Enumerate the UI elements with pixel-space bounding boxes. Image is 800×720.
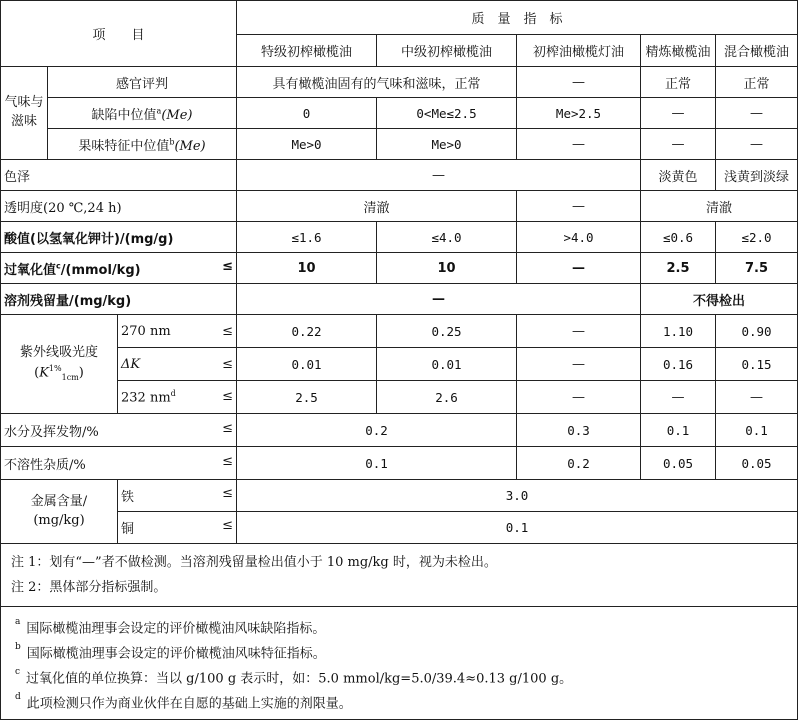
- row-label: [118, 512, 237, 544]
- cell-value: —: [716, 98, 798, 129]
- cell-value: —: [517, 315, 641, 348]
- comparator: ≤: [222, 486, 233, 501]
- cell-value: —: [641, 381, 716, 414]
- cell-value: 浅黄到淡绿: [716, 160, 798, 191]
- footnotes-cell: [1, 607, 798, 720]
- acid-row: [1, 222, 798, 253]
- cell-value: —: [517, 348, 641, 381]
- label-paren: (Me): [161, 107, 193, 123]
- label-unit: /(mmol/kg): [60, 262, 141, 278]
- footnote-mark: d: [170, 388, 176, 398]
- cell-value: 10: [237, 253, 377, 284]
- footnote-mark: b: [15, 642, 21, 652]
- cell-value: 不得检出: [641, 284, 798, 315]
- label-text: 不溶性杂质/%: [4, 457, 86, 473]
- footnote-text: 过氧化值的单位换算：当以 g/100 g 表示时，如：5.0 mmol/kg=5.0/39.4≈0.13 g/100 g。: [26, 671, 573, 687]
- footnote-mark: a: [15, 617, 21, 627]
- cell-value: —: [716, 129, 798, 160]
- cell-value: —: [641, 98, 716, 129]
- cell-value: 正常: [641, 67, 716, 98]
- metal-group-line1: 金属含量/: [30, 493, 88, 509]
- grade-header: 精炼橄榄油: [641, 35, 716, 67]
- label-text: 铜: [121, 522, 135, 537]
- cell-value: 正常: [716, 67, 798, 98]
- color-row: [1, 160, 798, 191]
- label-paren: (Me): [174, 138, 206, 154]
- solvent-row: [1, 284, 798, 315]
- header-row-1: [1, 1, 798, 35]
- row-label: [118, 480, 237, 512]
- cell-value: 0.2: [517, 447, 641, 480]
- comparator: ≤: [222, 388, 233, 404]
- cell-value: >4.0: [517, 222, 641, 253]
- metal-row-copper: [1, 512, 798, 544]
- insoluble-row: [1, 447, 798, 480]
- footnote-text: 国际橄榄油理事会设定的评价橄榄油风味缺陷指标。: [26, 621, 326, 637]
- footnotes-row: [1, 607, 798, 720]
- cell-value: 0.05: [716, 447, 798, 480]
- notes-cell: [1, 544, 798, 607]
- footnote-d: [1, 688, 797, 713]
- label-text: 果味特征中位值: [78, 138, 170, 154]
- row-label: [48, 98, 237, 129]
- quality-header: 质 量 指 标: [237, 1, 798, 35]
- cell-value: ≤1.6: [237, 222, 377, 253]
- footnote-mark: d: [15, 692, 21, 702]
- grade-header: 混合橄榄油: [716, 35, 798, 67]
- footnote-text: 此项检测只作为商业伙伴在自愿的基础上实施的剂限量。: [26, 696, 352, 712]
- uv-group-label: [1, 315, 118, 414]
- cell-value: —: [237, 284, 641, 315]
- footnote-mark: b: [169, 137, 175, 147]
- grade-header: 初榨油橄榄灯油: [517, 35, 641, 67]
- cell-value: 淡黄色: [641, 160, 716, 191]
- cell-value: 0.2: [237, 414, 517, 447]
- row-label: 色泽: [1, 160, 237, 191]
- cell-value: —: [641, 129, 716, 160]
- uv-k-subscript: 1cm: [61, 373, 79, 383]
- cell-value: 0<Me≤2.5: [377, 98, 517, 129]
- uv-group-line1: 紫外线吸光度: [19, 345, 98, 361]
- cell-value: 0.01: [237, 348, 377, 381]
- metal-row-iron: [1, 480, 798, 512]
- comparator: ≤: [222, 323, 233, 339]
- cell-value: 0.15: [716, 348, 798, 381]
- cell-value: 清澈: [237, 191, 517, 222]
- footnote-b: [1, 638, 797, 663]
- cell-value: —: [517, 191, 641, 222]
- label-text: 铁: [121, 490, 135, 505]
- flavor-row-sensory: [1, 67, 798, 98]
- cell-value: Me>0: [237, 129, 377, 160]
- cell-value: 1.10: [641, 315, 716, 348]
- note-1: 注 1：划有“—”者不做检测。当溶剂残留量检出值小于 10 mg/kg 时，视为未检出。: [11, 555, 497, 570]
- comparator: ≤: [222, 518, 233, 533]
- row-label: 酸值(以氢氧化钾计)/(mg/g): [1, 222, 237, 253]
- cell-value: —: [716, 381, 798, 414]
- comparator: ≤: [222, 258, 233, 274]
- uv-row-270: [1, 315, 798, 348]
- cell-value: 7.5: [716, 253, 798, 284]
- uv-k-symbol: K: [39, 365, 49, 381]
- cell-value: —: [517, 129, 641, 160]
- row-label: [1, 253, 237, 284]
- cell-value: ≤4.0: [377, 222, 517, 253]
- footnote-mark: c: [56, 261, 61, 271]
- cell-value: 0.1: [641, 414, 716, 447]
- uv-group-line2: $(K^{1\%}_{1cm})$: [34, 364, 84, 383]
- cell-value: —: [237, 160, 641, 191]
- row-label: 感官评判: [48, 67, 237, 98]
- cell-value: 0.25: [377, 315, 517, 348]
- cell-value: —: [517, 67, 641, 98]
- cell-value: ≤2.0: [716, 222, 798, 253]
- uv-k-superscript: 1%: [48, 364, 62, 374]
- cell-value: 0.22: [237, 315, 377, 348]
- cell-value: 0.05: [641, 447, 716, 480]
- cell-value: 0.90: [716, 315, 798, 348]
- cell-value: 0.1: [716, 414, 798, 447]
- footnote-a: [1, 613, 797, 638]
- cell-value: —: [517, 381, 641, 414]
- metal-group-line2: (mg/kg): [33, 512, 85, 528]
- footnote-mark: a: [156, 106, 162, 116]
- notes-row: [1, 544, 798, 607]
- label-text: 缺陷中位值: [91, 107, 157, 123]
- cell-value: 0: [237, 98, 377, 129]
- cell-value: 2.6: [377, 381, 517, 414]
- cell-value: Me>0: [377, 129, 517, 160]
- row-label: 溶剂残留量/(mg/kg): [1, 284, 237, 315]
- cell-value: 2.5: [237, 381, 377, 414]
- item-header: 项 目: [1, 1, 237, 67]
- label-text: 270 nm: [121, 323, 171, 339]
- flavor-row-fruity: [1, 129, 798, 160]
- moisture-row: [1, 414, 798, 447]
- footnote-mark: c: [15, 667, 21, 677]
- cell-value: 0.01: [377, 348, 517, 381]
- cell-value: 10: [377, 253, 517, 284]
- cell-value: 0.16: [641, 348, 716, 381]
- label-text: 过氧化值: [4, 262, 57, 278]
- footnote-c: [1, 663, 797, 688]
- flavor-row-defect: [1, 98, 798, 129]
- comparator: ≤: [222, 356, 233, 372]
- cell-value: 0.3: [517, 414, 641, 447]
- cell-value: 0.1: [237, 447, 517, 480]
- cell-value: Me>2.5: [517, 98, 641, 129]
- row-label: [48, 129, 237, 160]
- metal-group-label: [1, 480, 118, 544]
- cell-value: 0.1: [237, 512, 798, 544]
- label-text: 232 nm: [121, 390, 171, 406]
- clarity-row: [1, 191, 798, 222]
- cell-value: 具有橄榄油固有的气味和滋味，正常: [237, 67, 517, 98]
- cell-value: 3.0: [237, 480, 798, 512]
- row-label: 透明度(20 ℃,24 h): [1, 191, 237, 222]
- uv-row-232: [1, 381, 798, 414]
- row-label: [1, 447, 237, 480]
- cell-value: 2.5: [641, 253, 716, 284]
- label-text: 水分及挥发物/%: [4, 424, 99, 440]
- grade-header: 中级初榨橄榄油: [377, 35, 517, 67]
- cell-value: —: [517, 253, 641, 284]
- note-2: 注 2：黑体部分指标强制。: [11, 580, 167, 595]
- row-label: [1, 414, 237, 447]
- comparator: ≤: [222, 453, 233, 469]
- row-label: [118, 348, 237, 381]
- label-text: ΔK: [121, 356, 141, 372]
- grade-header: 特级初榨橄榄油: [237, 35, 377, 67]
- comparator: ≤: [222, 420, 233, 436]
- row-label: [118, 315, 237, 348]
- peroxide-row: [1, 253, 798, 284]
- footnote-text: 国际橄榄油理事会设定的评价橄榄油风味特征指标。: [26, 646, 326, 662]
- flavor-group-label: 气味与滋味: [1, 67, 48, 160]
- cell-value: ≤0.6: [641, 222, 716, 253]
- uv-row-deltak: [1, 348, 798, 381]
- row-label: [118, 381, 237, 414]
- cell-value: 清澈: [641, 191, 798, 222]
